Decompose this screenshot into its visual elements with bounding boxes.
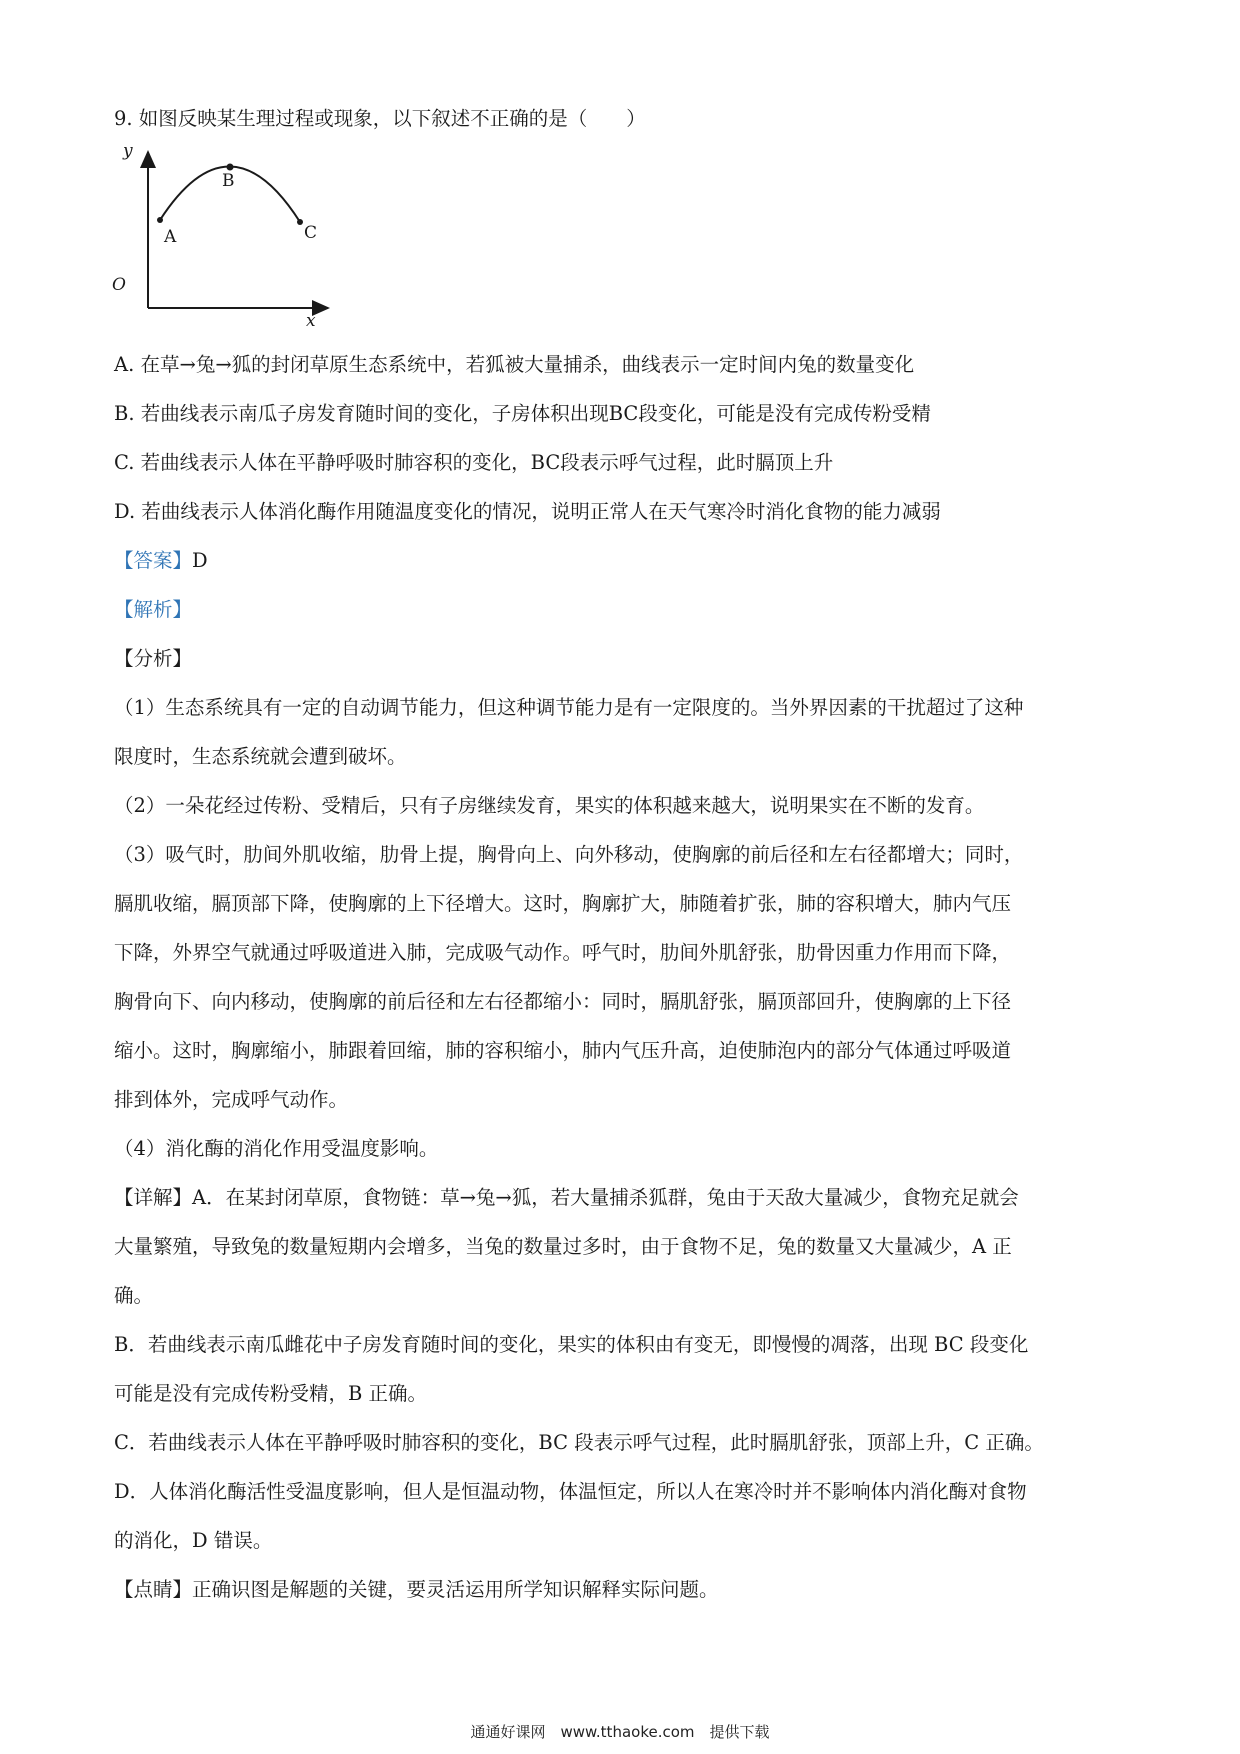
point-c-marker	[297, 219, 303, 225]
analysis-line: （3）吸气时，肋间外肌收缩，肋骨上提，胸骨向上、向外移动，使胸廓的前后径和左右径都增大；同时，	[114, 843, 1024, 866]
detail-line: C．若曲线表示人体在平静呼吸时肺容积的变化，BC 段表示呼气过程，此时膈肌舒张，顶部上升，C 正确。	[114, 1431, 1044, 1454]
answer-line	[114, 548, 1130, 574]
x-axis-label: x	[306, 311, 316, 331]
detail-line: 的消化，D 错误。	[114, 1529, 273, 1552]
point-c-label: C	[304, 223, 318, 243]
option-c: C. 若曲线表示人体在平静呼吸时肺容积的变化，BC段表示呼气过程，此时膈顶上升	[114, 451, 834, 474]
analysis-line: 缩小。这时，胸廓缩小，肺跟着回缩，肺的容积缩小，肺内气压升高，迫使肺泡内的部分气体通过呼吸道	[114, 1039, 1012, 1062]
analysis-line: （1）生态系统具有一定的自动调节能力，但这种调节能力是有一定限度的。当外界因素的干扰超过了这种	[114, 696, 1024, 719]
analysis-line: （4）消化酶的消化作用受温度影响。	[114, 1137, 439, 1160]
curve-diagram	[112, 141, 368, 331]
analysis-line: 胸骨向下、向内移动，使胸廓的前后径和左右径都缩小：同时，膈肌舒张，膈顶部回升，使胸廓的上下径	[114, 990, 1012, 1013]
analysis-line: 限度时，生态系统就会遭到破坏。	[114, 745, 407, 768]
analysis-line: 膈肌收缩，膈顶部下降，使胸廓的上下径增大。这时，胸廓扩大，肺随着扩张，肺的容积增大，肺内气压	[114, 892, 1012, 915]
detail-line: D．人体消化酶活性受温度影响，但人是恒温动物，体温恒定，所以人在寒冷时并不影响体内消化酶对食物	[114, 1480, 1027, 1503]
detail-line: 大量繁殖，导致兔的数量短期内会增多，当兔的数量过多时，由于食物不足，兔的数量又大量减少，A 正	[114, 1235, 1012, 1258]
answer-value: D	[192, 549, 208, 572]
detail-line: 确。	[114, 1284, 154, 1307]
option-b: B. 若曲线表示南瓜子房发育随时间的变化，子房体积出现BC段变化，可能是没有完成传粉受精	[114, 402, 931, 425]
detail-line: 【详解】A．在某封闭草原，食物链：草→兔→狐，若大量捕杀狐群，兔由于天敌大量减少，食物充足就会	[114, 1186, 1019, 1209]
option-d: D. 若曲线表示人体消化酶作用随温度变化的情况，说明正常人在天气寒冷时消化食物的能力减弱	[114, 500, 941, 523]
analysis-line: 下降，外界空气就通过呼吸道进入肺，完成吸气动作。呼气时，肋间外肌舒张，肋骨因重力作用而下降，	[114, 941, 1012, 964]
point-b-label: B	[222, 171, 235, 191]
point-a-label: A	[164, 227, 177, 247]
question-stem: 9. 如图反映某生理过程或现象，以下叙述不正确的是（ ）	[114, 107, 646, 130]
analysis-tag: 【解析】	[114, 598, 193, 621]
detail-line: 可能是没有完成传粉受精，B 正确。	[114, 1382, 428, 1405]
footer-watermark: 通通好课网 www.tthaoke.com 提供下载	[470, 1723, 770, 1741]
detail-line: 【点睛】正确识图是解题的关键，要灵活运用所学知识解释实际问题。	[114, 1578, 719, 1601]
y-axis-label: y	[123, 141, 133, 161]
analysis-line: （2）一朵花经过传粉、受精后，只有子房继续发育，果实的体积越来越大，说明果实在不断的发育。	[114, 794, 985, 817]
analysis-line: 排到体外，完成呼气动作。	[114, 1088, 349, 1111]
detail-line: B．若曲线表示南瓜雌花中子房发育随时间的变化，果实的体积由有变无，即慢慢的凋落，出现 BC 段变化	[114, 1333, 1029, 1356]
option-a: A. 在草→兔→狐的封闭草原生态系统中，若狐被大量捕杀，曲线表示一定时间内兔的数量变化	[114, 353, 915, 376]
point-b-marker	[227, 164, 234, 171]
point-a-marker	[157, 217, 163, 223]
origin-label: O	[112, 275, 126, 295]
fenxi-tag: 【分析】	[114, 647, 193, 670]
answer-tag: 【答案】	[114, 549, 193, 572]
curve-figure	[112, 141, 368, 331]
